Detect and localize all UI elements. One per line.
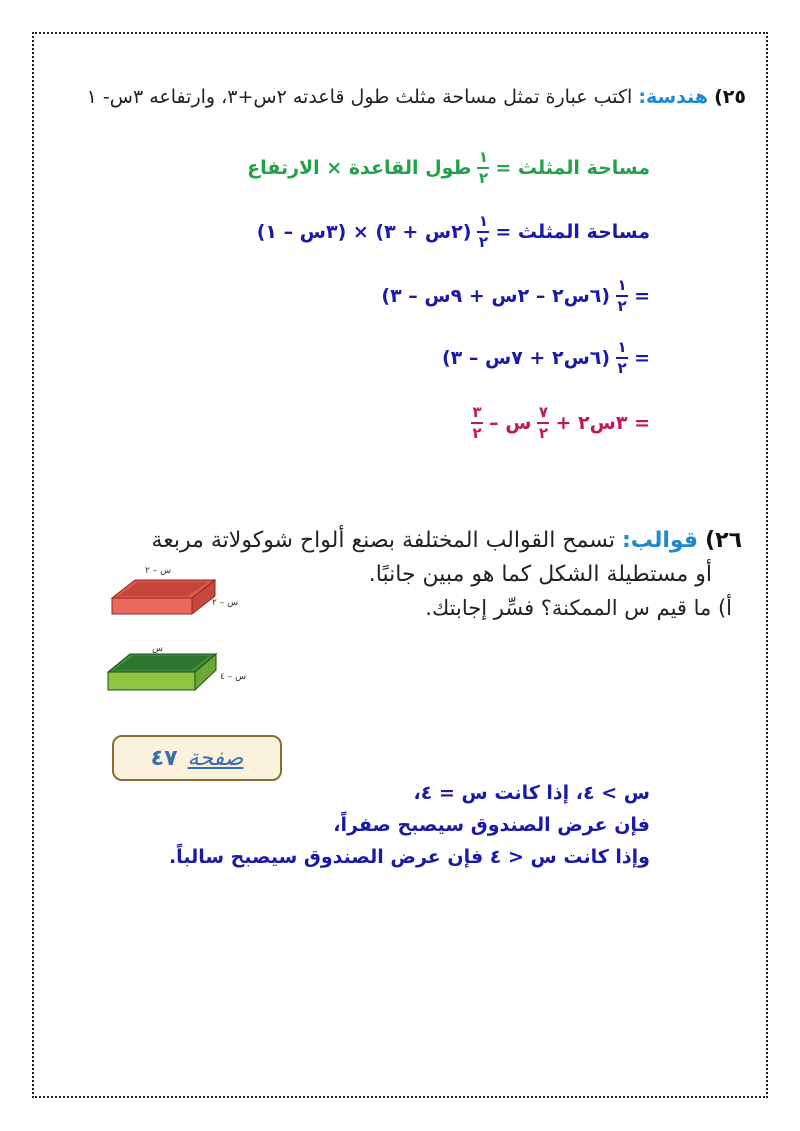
step-3-rhs: (٦س٢ + ٧س – ٣) (441, 347, 611, 369)
red-box-top-label: س – ٢ (145, 566, 172, 576)
question-tag: هندسة: (638, 86, 709, 108)
answer-line-1: س > ٤، إذا كانت س = ٤، (413, 782, 650, 804)
result-mid: س – (489, 412, 532, 434)
step-1-rhs: (٢س + ٣) × (٣س – ١) (256, 221, 472, 243)
step-2-lhs: = (634, 285, 650, 307)
part-a: أ) ما قيم س الممكنة؟ فسِّر إجابتك. (425, 596, 732, 621)
result-lhs: = ٣س٢ + (555, 412, 650, 434)
green-box-top-label: س (152, 644, 163, 654)
area-formula (247, 150, 650, 186)
final-result (471, 405, 650, 441)
half-fraction: $\frac{١}{٢}$ (617, 276, 627, 315)
page-word: صفحة (187, 745, 244, 771)
green-box-side-label: س – ٤ (220, 672, 247, 682)
question-number: ٢٦) (705, 528, 742, 553)
question-text: تسمح القوالب المختلفة بصنع ألواح شوكولاتة مربعة (151, 528, 615, 553)
step-3 (442, 340, 650, 376)
seven-halves-fraction: $\frac{٧}{٢}$ (538, 403, 549, 442)
half-fraction: $\frac{١}{٢}$ (478, 212, 488, 251)
page-number: ٤٧ (150, 745, 178, 771)
half-fraction: $\frac{١}{٢}$ (617, 338, 627, 377)
page-number-badge (112, 735, 282, 781)
step-2 (381, 278, 650, 314)
question-text: اكتب عبارة تمثل مساحة مثلث طول قاعدته ٢س+٣، وارتفاعه ٣س- ١ (86, 86, 633, 108)
question-25 (87, 86, 746, 108)
formula-rhs: طول القاعدة × الارتفاع (247, 157, 472, 179)
formula-lhs: مساحة المثلث = (495, 157, 650, 179)
answer-line-3: وإذا كانت س < ٤ فإن عرض الصندوق سيصبح سالباً. (168, 846, 650, 868)
green-mold-image (100, 640, 240, 710)
answer-line-2: فإن عرض الصندوق سيصبح صفراً، (333, 814, 650, 836)
step-1-lhs: مساحة المثلث = (495, 221, 650, 243)
step-1 (257, 214, 650, 250)
three-halves-fraction: $\frac{٣}{٢}$ (472, 403, 482, 442)
red-box-side-label: س – ٢ (212, 598, 239, 608)
question-text-2: أو مستطيلة الشكل كما هو مبين جانبًا. (368, 562, 712, 588)
half-fraction: $\frac{١}{٢}$ (478, 148, 488, 187)
step-3-lhs: = (634, 347, 650, 369)
question-tag: قوالب: (621, 528, 699, 553)
step-2-rhs: (٦س٢ – ٢س + ٩س – ٣) (381, 285, 611, 307)
question-number: ٢٥) (714, 86, 746, 108)
